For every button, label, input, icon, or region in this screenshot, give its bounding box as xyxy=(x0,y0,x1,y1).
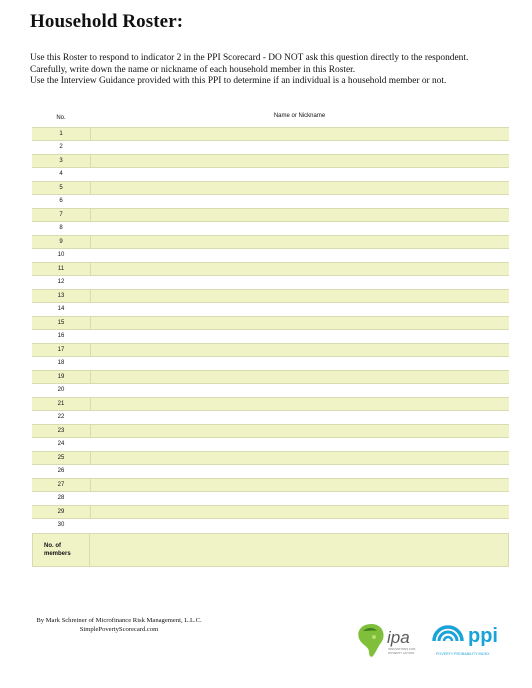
row-number: 10 xyxy=(57,251,65,258)
name-field[interactable] xyxy=(90,424,509,438)
table-row xyxy=(32,384,509,398)
name-field[interactable] xyxy=(90,451,509,465)
members-count-row xyxy=(32,533,509,567)
name-field[interactable] xyxy=(90,222,509,236)
ppi-wordmark: ppi xyxy=(468,625,498,647)
table-row xyxy=(32,505,509,519)
members-count-label xyxy=(32,533,90,567)
name-field[interactable] xyxy=(90,141,509,155)
row-number: 22 xyxy=(57,413,65,420)
name-field[interactable] xyxy=(90,357,509,371)
name-field[interactable] xyxy=(90,127,509,141)
name-field[interactable] xyxy=(90,316,509,330)
table-row xyxy=(32,168,509,182)
table-row xyxy=(32,357,509,371)
ppi-logo xyxy=(430,615,515,663)
row-number: 17 xyxy=(32,343,90,357)
column-header-no: No. xyxy=(56,115,66,121)
name-field[interactable] xyxy=(90,370,509,384)
page-title: Household Roster: xyxy=(30,11,184,32)
table-row xyxy=(32,303,509,317)
roster-rows xyxy=(32,127,509,532)
instruction-line: Carefully, write down the name or nickname of each household member in this Roster. xyxy=(30,64,356,75)
footer-author: By Mark Schreiner of Microfinance Risk Management, L.L.C. xyxy=(36,617,202,624)
row-number: 2 xyxy=(59,143,63,150)
table-row xyxy=(32,330,509,344)
table-row xyxy=(32,438,509,452)
footer-website: SimplePovertyScorecard.com xyxy=(79,626,159,633)
row-number: 9 xyxy=(32,235,90,249)
ipa-wordmark: ipa xyxy=(387,628,410,647)
ipa-tagline: POVERTY ACTION xyxy=(388,651,415,655)
members-count-field[interactable] xyxy=(90,533,509,567)
table-row xyxy=(32,451,509,465)
column-header-name: Name or Nickname xyxy=(273,113,326,119)
row-number: 5 xyxy=(32,181,90,195)
ppi-tagline: POVERTY PROBABILITY INDEX xyxy=(436,652,490,656)
name-field[interactable] xyxy=(90,438,509,452)
table-row xyxy=(32,141,509,155)
members-label-line: members xyxy=(44,551,71,557)
name-field[interactable] xyxy=(90,235,509,249)
name-field[interactable] xyxy=(90,249,509,263)
row-number: 29 xyxy=(32,505,90,519)
name-field[interactable] xyxy=(90,343,509,357)
row-number: 7 xyxy=(32,208,90,222)
table-row xyxy=(32,370,509,384)
name-field[interactable] xyxy=(90,384,509,398)
row-number: 23 xyxy=(32,424,90,438)
row-number: 4 xyxy=(59,170,63,177)
ipa-logo xyxy=(354,621,424,661)
row-number: 13 xyxy=(32,289,90,303)
name-field[interactable] xyxy=(90,181,509,195)
arcs-icon xyxy=(434,627,462,641)
table-row xyxy=(32,397,509,411)
table-row xyxy=(32,492,509,506)
name-field[interactable] xyxy=(90,289,509,303)
table-row xyxy=(32,289,509,303)
name-field[interactable] xyxy=(90,262,509,276)
name-field[interactable] xyxy=(90,492,509,506)
row-number: 30 xyxy=(57,521,65,528)
name-field[interactable] xyxy=(90,465,509,479)
name-field[interactable] xyxy=(90,276,509,290)
row-number: 28 xyxy=(57,494,65,501)
table-row xyxy=(32,519,509,533)
row-number: 26 xyxy=(57,467,65,474)
row-number: 8 xyxy=(59,224,63,231)
instruction-line: Use the Interview Guidance provided with this PPI to determine if an individual is a household member or not. xyxy=(30,76,447,87)
name-field[interactable] xyxy=(90,208,509,222)
table-row xyxy=(32,208,509,222)
table-row xyxy=(32,262,509,276)
row-number: 12 xyxy=(57,278,65,285)
row-number: 24 xyxy=(57,440,65,447)
row-number: 14 xyxy=(57,305,65,312)
name-field[interactable] xyxy=(90,154,509,168)
row-number: 15 xyxy=(32,316,90,330)
row-number: 6 xyxy=(59,197,63,204)
globe-icon xyxy=(358,624,383,657)
footer-credit xyxy=(24,616,214,634)
row-number: 25 xyxy=(32,451,90,465)
instruction-line: Use this Roster to respond to indicator 2 in the PPI Scorecard - DO NOT ask this question directly to the respondent. xyxy=(30,53,469,63)
row-number: 21 xyxy=(32,397,90,411)
row-number: 11 xyxy=(32,262,90,276)
table-row xyxy=(32,276,509,290)
table-row xyxy=(32,127,509,141)
name-field[interactable] xyxy=(90,411,509,425)
name-field[interactable] xyxy=(90,303,509,317)
table-row xyxy=(32,249,509,263)
table-row xyxy=(32,465,509,479)
row-number: 16 xyxy=(57,332,65,339)
table-row xyxy=(32,478,509,492)
row-number: 27 xyxy=(32,478,90,492)
row-number: 20 xyxy=(57,386,65,393)
name-field[interactable] xyxy=(90,505,509,519)
row-number: 19 xyxy=(32,370,90,384)
table-row xyxy=(32,343,509,357)
row-number: 18 xyxy=(57,359,65,366)
row-number: 1 xyxy=(32,127,90,141)
name-field[interactable] xyxy=(90,397,509,411)
members-label-line: No. of xyxy=(44,543,61,549)
instructions xyxy=(30,53,520,88)
name-field[interactable] xyxy=(90,195,509,209)
ipa-tagline: INNOVATIONS FOR xyxy=(388,647,416,651)
table-row xyxy=(32,195,509,209)
table-row xyxy=(32,316,509,330)
name-field[interactable] xyxy=(90,478,509,492)
name-field[interactable] xyxy=(90,168,509,182)
table-row xyxy=(32,424,509,438)
roster-header xyxy=(32,111,509,127)
row-number: 3 xyxy=(32,154,90,168)
table-row xyxy=(32,411,509,425)
table-row xyxy=(32,181,509,195)
table-row xyxy=(32,154,509,168)
table-row xyxy=(32,222,509,236)
name-field[interactable] xyxy=(90,519,509,533)
household-roster-table xyxy=(32,111,509,567)
name-field[interactable] xyxy=(90,330,509,344)
table-row xyxy=(32,235,509,249)
